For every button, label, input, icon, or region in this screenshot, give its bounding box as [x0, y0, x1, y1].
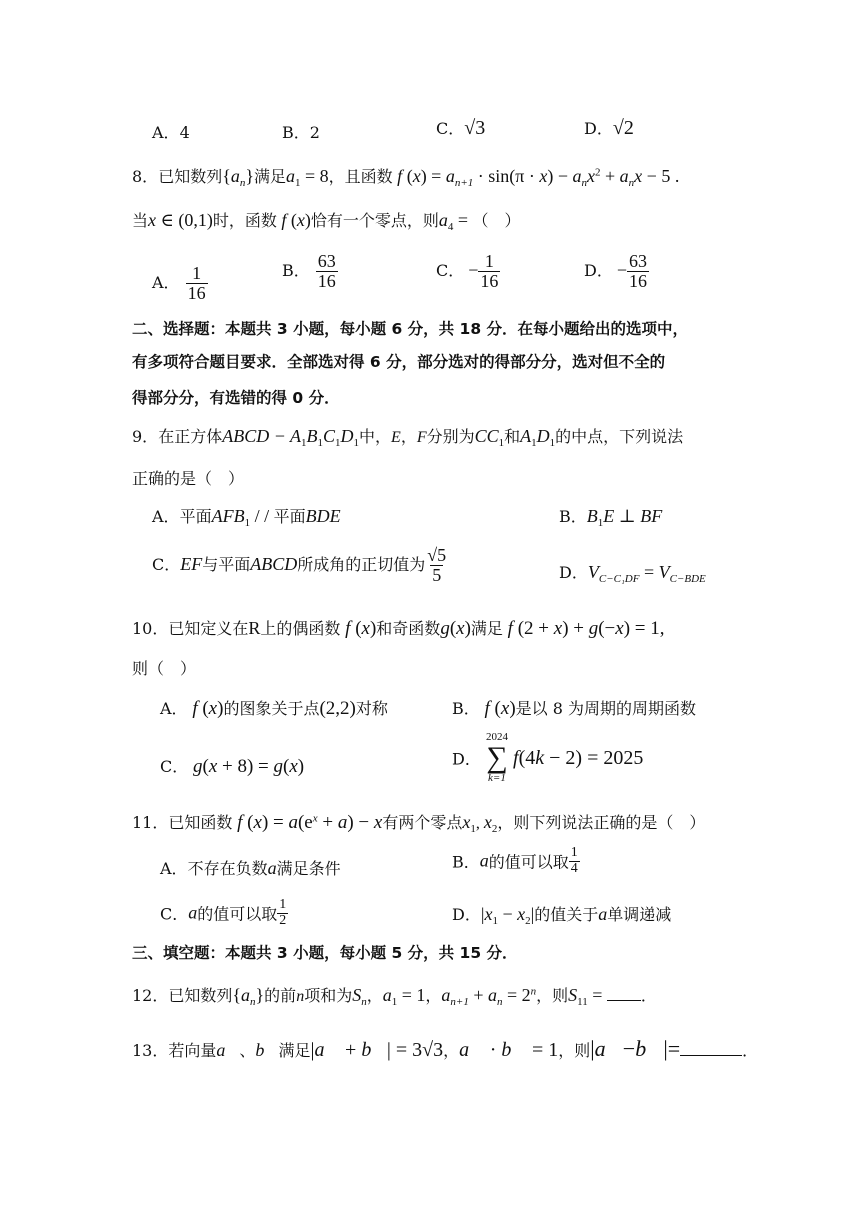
section-2-line2: 有多项符合题目要求．全部选对得 6 分，部分选对的得部分分，选对但不全的: [132, 353, 666, 371]
q7-options: [0, 112, 868, 152]
q7-option-a: A．4: [152, 123, 190, 142]
q9-option-b: B．$B_1E$ ⊥ BF: [559, 506, 663, 530]
question-10-line1: 10．已知定义在R上的偶函数 f (x)和奇函数g(x)满足 f (2 + x) + g(−x) = 1,: [132, 618, 665, 639]
question-13: 13．若向量a⃗、b⃗满足|a⃗ + b⃗| = 3√3，a⃗ · b⃗ = 1，则|a⃗−b⃗|= ．: [132, 1036, 759, 1061]
q8-options: [0, 252, 868, 302]
q8-option-b: B． $\frac{63}{16}$: [282, 251, 336, 291]
q7-option-c: C．√3: [436, 117, 486, 139]
question-10-line2: 则（ ）: [132, 659, 197, 678]
section-3-heading: 三、填空题：本题共 3 小题，每小题 5 分，共 15 分．: [132, 944, 518, 962]
q9-option-c: C．EF与平面ABCD所成角的正切值为 $\frac{√5}{5}$: [152, 545, 447, 585]
q11-option-d: D．$|x_1 - x_2|$的值关于a单调递减: [452, 904, 672, 928]
section-2-line3: 得部分分，有选错的得 0 分．: [132, 389, 340, 407]
question-11-line1: 11．已知函数 f $(x) = a(e^x + a) - x$有两个零点$x_1$, $x_2$，则下列说法正确的是（ ）: [132, 812, 706, 836]
q8-option-a: A． $\frac{1}{16}$: [152, 263, 206, 303]
q11-option-b: B．a的值可以取 $\frac{1}{4}$: [452, 845, 578, 876]
q8-option-c: C． − $\frac{1}{16}$: [436, 251, 499, 291]
question-8-line2: 当x ∈ (0,1)时，函数 f (x)恰有一个零点，则$a_4$ = （ ）: [132, 210, 521, 234]
q10-option-c: C． g(x + 8) = g(x): [160, 756, 305, 777]
question-8-line1: 8．已知数列$\{a_n\}$满足$a_1 = 8$，且函数 f $(x) = a_{n+1} \cdot \sin(\pi \cdot x) - a_nx^2 + a_nx - 5$ .: [132, 166, 680, 190]
q9-option-d: D．$V_{C-C_1DF} = V_{C-BDE}$: [559, 562, 706, 586]
question-9-line2: 正确的是（ ）: [132, 469, 245, 488]
q11-option-c: C．a的值可以取 $\frac{1}{2}$: [160, 897, 287, 928]
section-2-line1: 二、选择题：本题共 3 小题，每小题 6 分，共 18 分．在每小题给出的选项中，: [132, 320, 689, 338]
q11-option-a: A．不存在负数a满足条件: [160, 858, 341, 878]
q10-option-a: A． f (x)的图象关于点(2,2)对称: [160, 698, 388, 719]
question-9-line1: 9．在正方体ABCD − $A_1B_1C_1D_1$中，E，F分别为$CC_1$和$A_1D_1$的中点，下列说法: [132, 426, 684, 450]
summation: 2024 ∑ k=1: [485, 731, 508, 784]
q7-option-b: B．2: [282, 123, 320, 142]
answer-blank-13[interactable]: [680, 1055, 742, 1056]
q8-option-d: D． − $\frac{63}{16}$: [584, 251, 647, 291]
question-12: 12．已知数列$\{a_n\}$的前n项和为$S_n$，$a_1 = 1$，$a_{n+1} + a_n = 2^n$，则$S_{11}$ = ．: [132, 985, 657, 1009]
q9-option-a: A．平面$AFB_1$ / / 平面BDE: [152, 506, 341, 530]
q10-option-d: D． 2024 ∑ k=1 f(4k − 2) = 2025: [452, 731, 644, 784]
q7-option-d: D．√2: [584, 117, 634, 139]
answer-blank-12[interactable]: [607, 1000, 641, 1001]
q10-option-b: B． f (x)是以 8 为周期的周期函数: [452, 698, 696, 719]
